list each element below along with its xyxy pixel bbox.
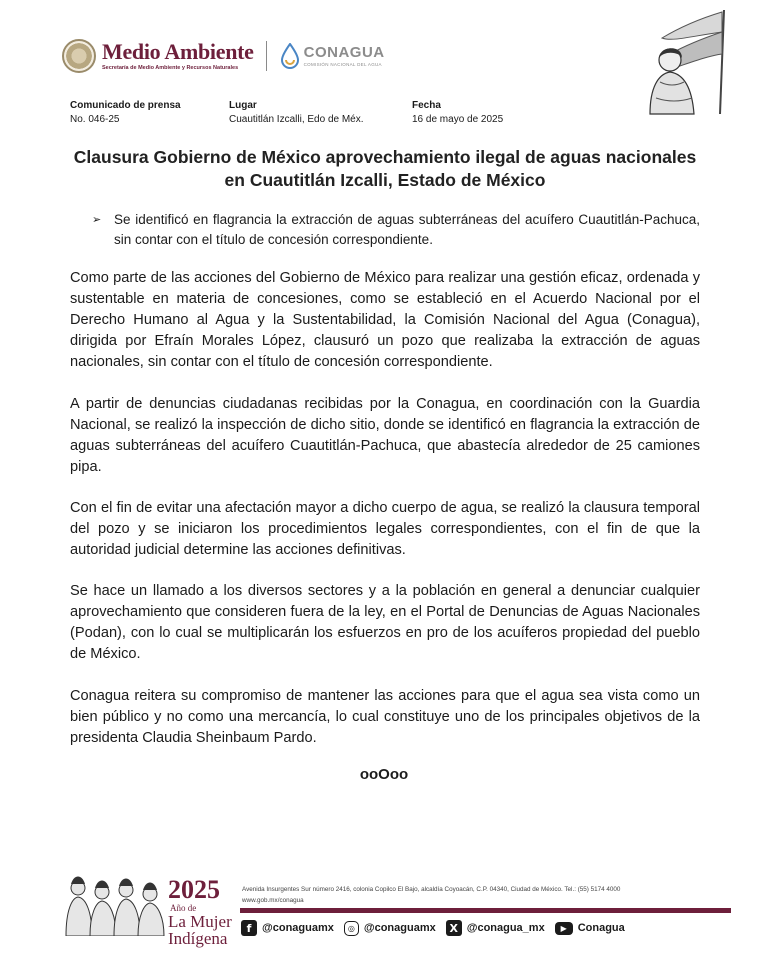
medio-ambiente-subtitle: Secretaría de Medio Ambiente y Recursos Naturales bbox=[102, 65, 239, 71]
instagram-icon: ◎ bbox=[344, 921, 359, 936]
summary-bullet bbox=[94, 210, 700, 250]
headline: Clausura Gobierno de México aprovechamiento ilegal de aguas nacionales en Cuautitlán Izcalli, Estado de México bbox=[73, 147, 697, 190]
x-icon: X bbox=[446, 920, 462, 936]
facebook-handle: @conaguamx bbox=[262, 922, 334, 934]
year-line-3: Indígena bbox=[168, 929, 228, 948]
medio-ambiente-logo bbox=[102, 41, 254, 71]
conagua-subtitle: COMISIÓN NACIONAL DEL AGUA bbox=[303, 62, 382, 67]
footer-address bbox=[242, 884, 620, 906]
arrow-bullet-icon: ➢ bbox=[92, 214, 102, 226]
body-paragraph: Conagua reitera su compromiso de mantener las acciones para que el agua sea vista como un bien público y no como una mercancía, lo cual constituye uno de los principales objetivos de la presidenta Claudia Sheinbaum Pardo. bbox=[70, 688, 700, 746]
x-handle: @conagua_mx bbox=[466, 922, 545, 934]
year-text: 2025 bbox=[168, 875, 220, 904]
woman-with-flag-illustration bbox=[632, 8, 736, 116]
year-line-1: Año de bbox=[170, 903, 197, 913]
youtube-handle: Conagua bbox=[577, 922, 625, 934]
government-seal-icon bbox=[62, 39, 96, 73]
youtube-link[interactable] bbox=[555, 922, 625, 935]
body-paragraph: Como parte de las acciones del Gobierno de México para realizar una gestión eficaz, ordenada y sustentable en materia de concesiones, como se estableció en el Acuerdo Nacional por el Derecho Humano al Agua y la Sustentabilidad, la Comisión Nacional del Agua (Conagua), dirigida por Efraín Morales López, clausuró un pozo que realizaba la extracción de aguas nacionales, sin contar con el título de concesión correspondiente. bbox=[70, 270, 700, 370]
conagua-title: CONAGUA bbox=[303, 44, 385, 61]
body-paragraph: Se hace un llamado a los diversos sectores y a la población en general a denunciar cualquier aprovechamiento que consideren fuera de la ley, en el Portal de Denuncias de Aguas Nacionales (Podan), con lo cual se multiplicarán los esfuerzos en pro de los acuíferos propiedad del pueblo de México. bbox=[70, 583, 700, 662]
summary-bullet-text: Se identificó en flagrancia la extracción de aguas subterráneas del acuífero Cuautitlán-Pachuca, sin contar con el título de concesión correspondiente. bbox=[114, 212, 700, 247]
social-links bbox=[241, 920, 635, 936]
year-line-2: La Mujer bbox=[168, 912, 232, 931]
body-paragraph: Con el fin de evitar una afectación mayor a dicho cuerpo de agua, se realizó la clausura temporal del pozo y se iniciaron los procedimientos legales correspondientes, con el fin de que la autoridad judicial determine las acciones definitivas. bbox=[70, 500, 700, 558]
location-value: Cuautitlán Izcalli, Edo de Méx. bbox=[229, 114, 364, 125]
closing-mark: ooOoo bbox=[359, 766, 409, 783]
instagram-link[interactable] bbox=[344, 921, 436, 936]
x-link[interactable] bbox=[446, 920, 545, 936]
date-label: Fecha bbox=[412, 100, 441, 111]
conagua-logo bbox=[279, 43, 385, 69]
location-label: Lugar bbox=[229, 100, 257, 111]
date-info bbox=[412, 99, 503, 127]
press-release-number: No. 046-25 bbox=[70, 114, 120, 125]
location-info bbox=[229, 99, 364, 127]
facebook-link[interactable] bbox=[241, 920, 334, 936]
logo-divider bbox=[266, 41, 267, 71]
press-release-info bbox=[70, 99, 181, 127]
date-value: 16 de mayo de 2025 bbox=[412, 114, 504, 125]
facebook-icon: f bbox=[241, 920, 257, 936]
year-of-indigenous-woman-logo bbox=[168, 875, 232, 948]
body-paragraph: A partir de denuncias ciudadanas recibidas por la Conagua, en coordinación con la Guardia Nacional, se realizó la inspección de dicho sitio, donde se identificó en flagrancia la extracción de aguas subterráneas del acuífero Cuautitlán-Pachuca, que abastecía alrededor de 25 camiones pipa. bbox=[70, 396, 700, 475]
conagua-drop-icon bbox=[279, 43, 301, 69]
medio-ambiente-title: Medio Ambiente bbox=[102, 39, 254, 64]
instagram-handle: @conaguamx bbox=[363, 922, 436, 934]
indigenous-women-illustration bbox=[62, 870, 166, 936]
footer-bar bbox=[240, 908, 731, 913]
website-link[interactable]: www.gob.mx/conagua bbox=[242, 897, 304, 904]
address-text: Avenida Insurgentes Sur número 2416, colonia Copilco El Bajo, alcaldía Coyoacán, C.P. 04340, Ciudad de México. Tel.: (55) 5174 4000 bbox=[242, 886, 621, 893]
header bbox=[62, 36, 385, 76]
youtube-icon: ▶ bbox=[555, 922, 573, 935]
press-release-label: Comunicado de prensa bbox=[70, 100, 181, 111]
